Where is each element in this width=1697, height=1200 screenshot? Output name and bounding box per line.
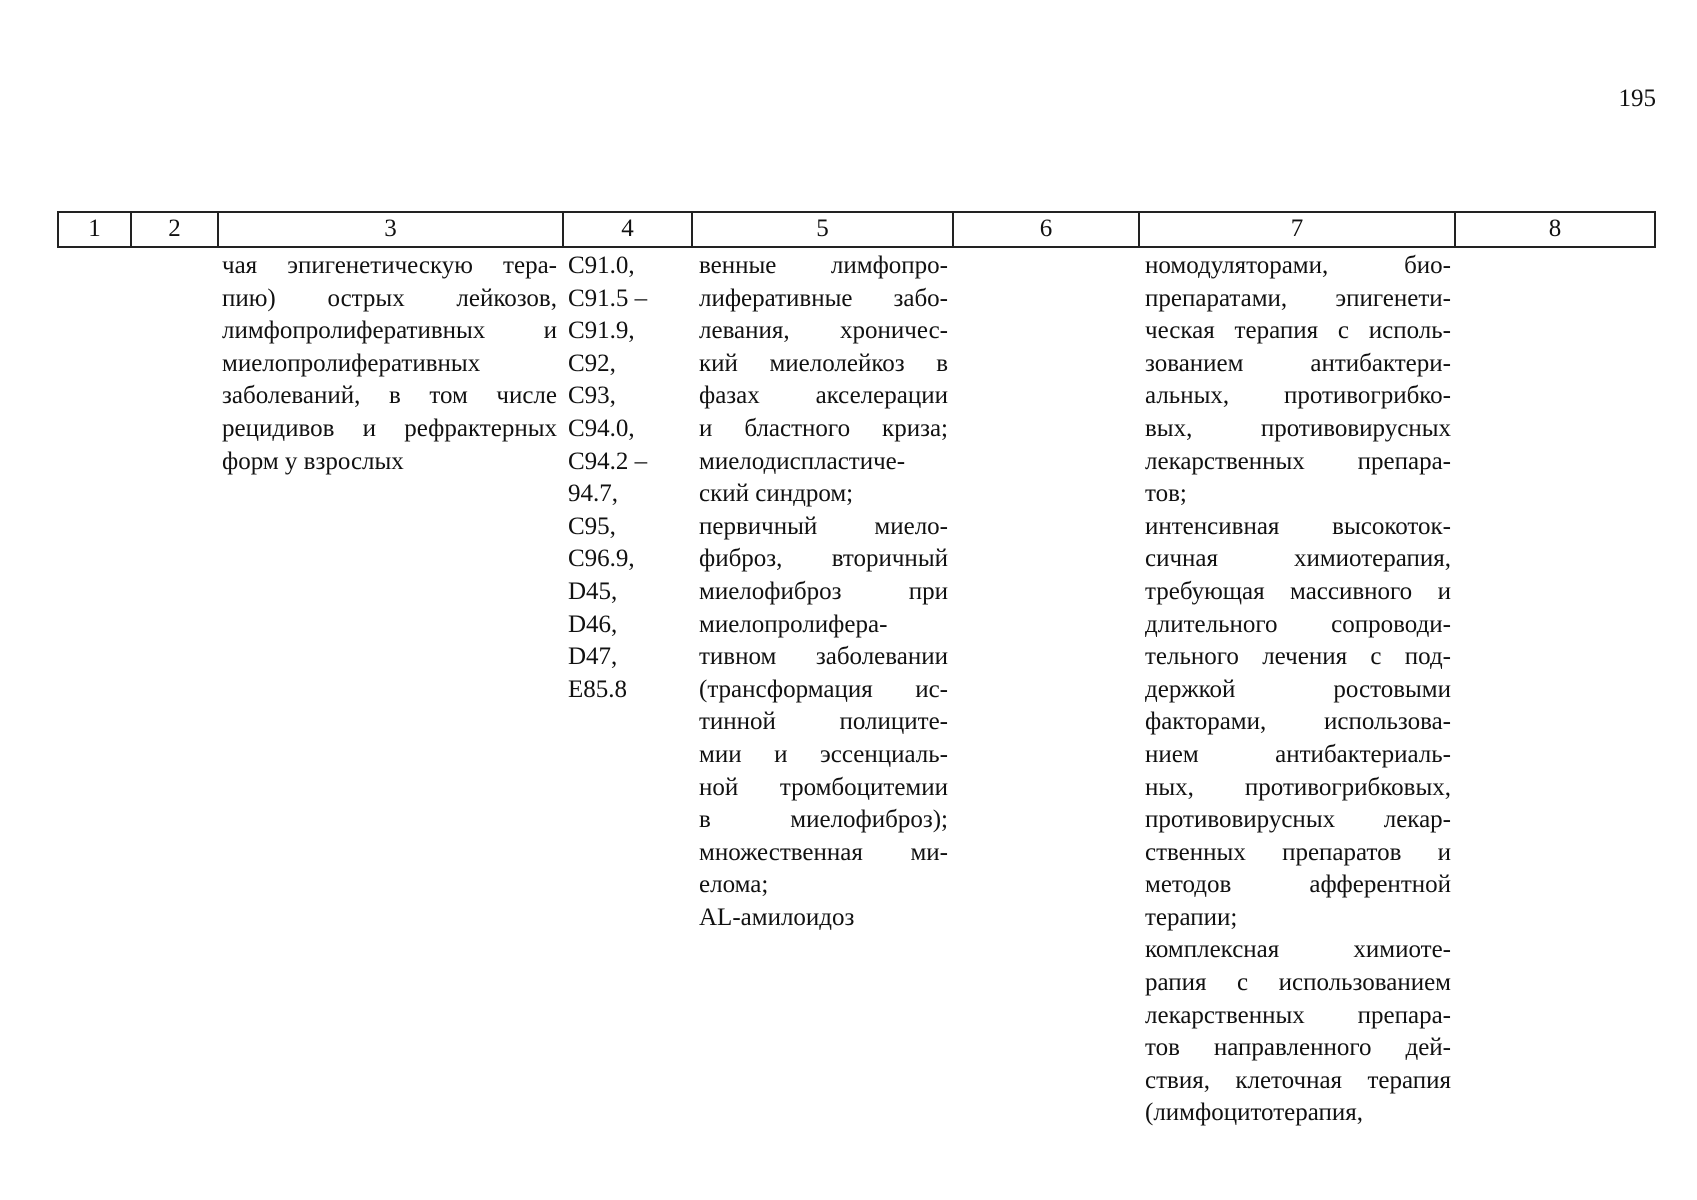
icd-code: C96.9, xyxy=(568,545,635,573)
col7-line: препаратами, эпигенети- xyxy=(1145,284,1451,312)
col5-line: левания, хроничес- xyxy=(699,317,948,345)
header-cell-5: 5 xyxy=(691,213,952,246)
col3-line: форм у взрослых xyxy=(222,447,404,475)
col3-line: миелопролиферативных xyxy=(222,349,481,377)
col7-line: зованием антибактери- xyxy=(1145,349,1451,377)
icd-code: D47, xyxy=(568,643,618,671)
col5-line: миелодиспластиче- xyxy=(699,447,906,475)
col5-line: ский синдром; xyxy=(699,480,854,508)
icd-code: C91.0, xyxy=(568,252,635,279)
col7-line: вых, противовирусных xyxy=(1145,414,1451,442)
col5-line: тивном заболевании xyxy=(699,643,948,671)
col5-line: ной тромбоцитемии xyxy=(699,773,948,801)
header-cell-7: 7 xyxy=(1138,213,1454,246)
col5-line: первичный миело- xyxy=(699,512,948,540)
col5-line: множественная ми- xyxy=(699,838,948,866)
col3-line: лимфопролиферативных и xyxy=(222,317,557,345)
icd-code: C91.5 – xyxy=(568,284,648,312)
icd-code: C93, xyxy=(568,382,616,410)
col5-line: лиферативные забо- xyxy=(699,284,948,312)
header-cell-2: 2 xyxy=(130,213,217,246)
col7-line: тов; xyxy=(1145,480,1187,508)
col5-line: тинной полиците- xyxy=(699,708,948,736)
col7-line: (лимфоцитотерапия, xyxy=(1145,1099,1364,1127)
col7-line: лекарственных препара- xyxy=(1145,1001,1451,1029)
col3-line: заболеваний, в том числе xyxy=(222,382,557,410)
icd-code: C91.9, xyxy=(568,317,635,345)
col7-line: методов афферентной xyxy=(1145,871,1451,899)
col7-line: ных, противогрибковых, xyxy=(1145,773,1451,801)
icd-code: E85.8 xyxy=(568,675,628,703)
header-cell-6: 6 xyxy=(952,213,1138,246)
icd-code: D45, xyxy=(568,577,618,605)
icd-code: C95, xyxy=(568,512,616,540)
col5-line: AL-амилоидоз xyxy=(699,903,855,931)
col7-line: длительного сопроводи- xyxy=(1145,610,1451,638)
col7-line: альных, противогрибко- xyxy=(1145,382,1451,410)
col7-line: ческая терапия с исполь- xyxy=(1145,317,1451,345)
col3-line: пию) острых лейкозов, xyxy=(222,284,557,312)
icd-code: 94.7, xyxy=(568,480,618,508)
col7-line: факторами, использова- xyxy=(1145,708,1451,736)
col7-line: противовирусных лекар- xyxy=(1145,806,1451,834)
header-cell-3: 3 xyxy=(217,213,562,246)
header-cell-8: 8 xyxy=(1454,213,1656,246)
icd-code: C92, xyxy=(568,349,616,377)
column-3-text xyxy=(222,250,557,478)
col7-line: тельного лечения с под- xyxy=(1145,643,1451,671)
column-7-text xyxy=(1145,250,1451,1130)
col7-line: номодуляторами, био- xyxy=(1145,252,1451,279)
icd-code: C94.0, xyxy=(568,414,635,442)
col7-line: держкой ростовыми xyxy=(1145,675,1451,703)
table-header-row xyxy=(57,211,1656,248)
col5-line: и бластного криза; xyxy=(699,414,948,442)
col7-line: ственных препаратов и xyxy=(1145,838,1451,866)
col7-line: нием антибактериаль- xyxy=(1145,740,1451,768)
column-4-codes xyxy=(568,250,683,706)
col7-line: интенсивная высокоток- xyxy=(1145,512,1451,540)
col3-line: чая эпигенетическую тера- xyxy=(222,252,557,279)
col5-line: мии и эссенциаль- xyxy=(699,740,948,768)
col5-line: миелофиброз при xyxy=(699,577,948,605)
col5-line: венные лимфопро- xyxy=(699,252,948,279)
icd-code: C94.2 – xyxy=(568,447,648,475)
col5-line: миелопролифера- xyxy=(699,610,888,638)
col5-line: (трансформация ис- xyxy=(699,675,948,703)
page-number: 195 xyxy=(1618,85,1656,112)
col7-line: терапии; xyxy=(1145,903,1238,931)
header-cell-4: 4 xyxy=(562,213,691,246)
col7-line: рапия с использованием xyxy=(1145,969,1451,997)
col7-line: комплексная химиоте- xyxy=(1145,936,1451,964)
col3-line: рецидивов и рефрактерных xyxy=(222,414,557,442)
col7-line: тов направленного дей- xyxy=(1145,1034,1451,1062)
col5-line: фиброз, вторичный xyxy=(699,545,948,573)
icd-code: D46, xyxy=(568,610,618,638)
header-cell-1: 1 xyxy=(57,213,130,246)
col7-line: ствия, клеточная терапия xyxy=(1145,1066,1451,1094)
col5-line: в миелофиброз); xyxy=(699,806,948,834)
col7-line: лекарственных препара- xyxy=(1145,447,1451,475)
col5-line: елома; xyxy=(699,871,769,899)
col5-line: кий миелолейкоз в xyxy=(699,349,948,377)
col7-line: сичная химиотерапия, xyxy=(1145,545,1451,573)
col5-line: фазах акселерации xyxy=(699,382,948,410)
col7-line: требующая массивного и xyxy=(1145,577,1451,605)
column-5-text xyxy=(699,250,948,934)
